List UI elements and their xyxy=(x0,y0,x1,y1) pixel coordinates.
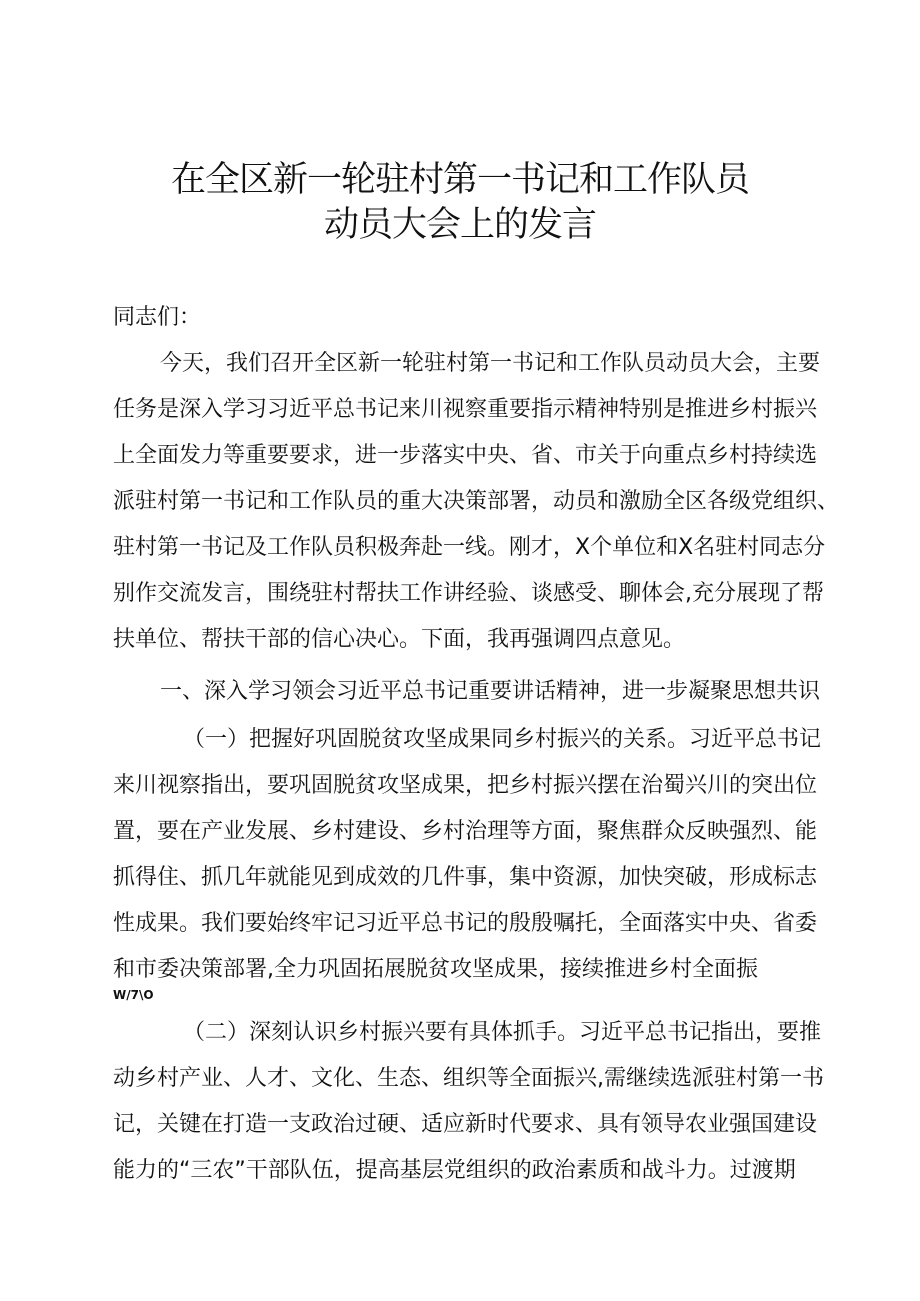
body-line: 派驻村第一书记和工作队员的重大决策部署，动员和激励全区各级党组织、 xyxy=(113,489,840,514)
document-title-line-1: 在全区新一轮驻村第一书记和工作队员 xyxy=(170,160,749,200)
body-line: 动乡村产业、人才、文化、生态、组织等全面振兴,需继续选派驻村第一书 xyxy=(113,1066,824,1091)
body-line: 置，要在产业发展、乡村建设、乡村治理等方面，聚焦群众反映强烈、能 xyxy=(113,819,818,844)
subsection-heading: （一）把握好巩固脱贫攻坚成果同乡村振兴的关系。习近平总书记 xyxy=(183,727,822,752)
body-line: 扶单位、帮扶干部的信心决心。下面，我再强调四点意见。 xyxy=(113,627,686,652)
document-title-line-2: 动员大会上的发言 xyxy=(323,205,596,245)
body-line: 和市委决策部署,全力巩固拓展脱贫攻坚成果，接续推进乡村全面振 xyxy=(113,957,758,982)
body-line: 今天，我们召开全区新一轮驻村第一书记和工作队员动员大会，主要 xyxy=(160,351,821,376)
body-line: 抓得住、抓几年就能见到成效的几件事，集中资源，加快突破，形成标志 xyxy=(113,865,818,890)
section-heading: 一、深入学习领会习近平总书记重要讲话精神，进一步凝聚思想共识 xyxy=(160,679,821,704)
body-line: 记，关键在打造一支政治过硬、适应新时代要求、具有领导农业强国建设 xyxy=(113,1112,818,1137)
body-line: 别作交流发言，围绕驻村帮扶工作讲经验、谈感受、聊体会,充分展现了帮 xyxy=(113,581,824,606)
ocr-artifact-text: W/7\O xyxy=(113,988,154,1002)
body-line: 性成果。我们要始终牢记习近平总书记的殷殷嘱托，全面落实中央、省委 xyxy=(113,911,818,936)
body-line: 来川视察指出，要巩固脱贫攻坚成果，把乡村振兴摆在治蜀兴川的突出位 xyxy=(113,773,818,798)
subsection-heading: （二）深刻认识乡村振兴要有具体抓手。习近平总书记指出，要推 xyxy=(183,1020,822,1045)
body-line: 任务是深入学习习近平总书记来川视察重要指示精神特别是推进乡村振兴 xyxy=(113,397,818,422)
body-line: 能力的“三农”干部队伍，提高基层党组织的政治素质和战斗力。过渡期 xyxy=(113,1158,796,1183)
body-line: 上全面发力等重要要求，进一步落实中央、省、市关于向重点乡村持续选 xyxy=(113,443,818,468)
salutation: 同志们： xyxy=(113,305,202,330)
body-line: 驻村第一书记及工作队员积极奔赴一线。刚才，X个单位和X名驻村同志分 xyxy=(113,535,826,560)
